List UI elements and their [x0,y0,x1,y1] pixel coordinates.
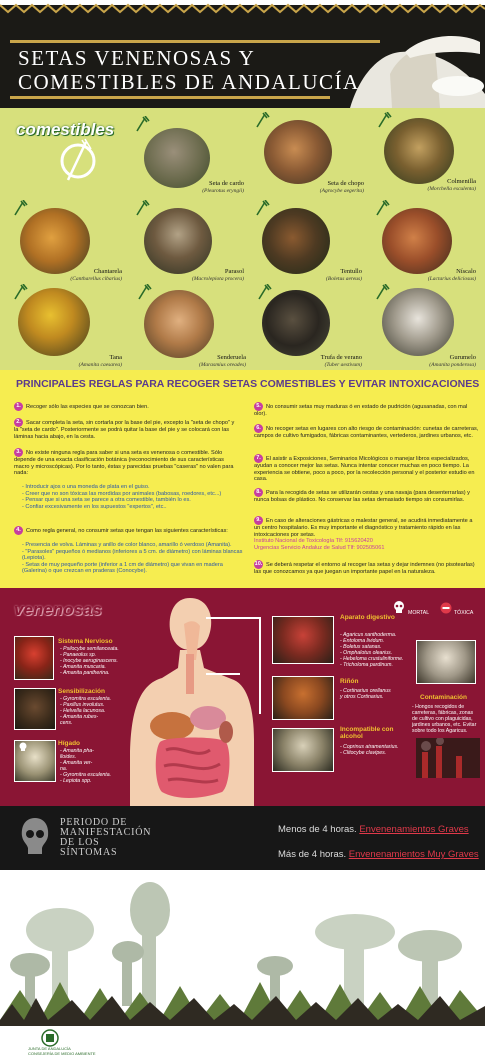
mushroom-label-tana: Tana (Amanita caesarea) [78,354,122,368]
factory-pollution-illustration [416,738,480,778]
arrows-illustration [200,614,270,724]
mushroom-photo-tentullo [262,208,330,274]
rule-3: 3. No existe ninguna regla para saber si una seta es venenosa o comestible. Sólo depende de una exacta clasificación botánica (reconocimiento de sus características macro y microscópicas). Por lo tanto, éstas y parecidas pruebas "caseras" no valen para nada: [14,449,234,477]
mushroom-label-colmenilla: Colmenilla (Morchella esculenta) [427,178,476,192]
digestivo-list: - Agaricus xanthoderma. - Entoloma lividum. - Boletus satanas. - Omphalotus olearius. - Hebeloma crustuliniforme. - Tricholoma pardinum. [340,632,404,668]
fork-icon [254,112,270,128]
sensibilizacion-list: - Gyromitra esculenta. - Paxillus involutus. - Helvella lacunosa. - Amanita rubes- cens. [60,696,112,726]
fork-icon [134,116,150,132]
junta-andalucia-text: JUNTA DE ANDALUCÍA CONSEJERÍA DE MEDIO AMBIENTE [28,1046,96,1056]
rule-6: 6. No recoger setas en lugares con alto riesgo de contaminación: cunetas de carreteras, campos de cultivo fumigados, fábricas contaminantes, vertederos, jardines urbanos, etc. [254,425,479,439]
mushroom-label-parasol: Parasol (Macrolepiota procera) [192,268,244,282]
mushroom-photo-tana [18,288,90,356]
mushroom-silhouette-illustration [330,14,485,108]
photo-alcohol [272,728,334,772]
rule-7: 7. El asistir a Exposiciones, Seminarios Micológicos o manejar libros especializados, ayudan a conocer mejor las setas. Nunca intentar conocer muchas en poco tiempo. La experiencia se obtiene, poco a poco, por la recolección personal y el posterior estudio en casa. [254,455,475,483]
fork-icon [136,284,152,300]
rule-9: 9. En caso de alteraciones gástricas o malestar general, se acudirá inmediatamente a un centro hospitalario. Es muy importante el diagnóstico y tratamiento rápido en las intoxicaciones por setas. Instituto Nacional de Toxicología Tlf: 915620420 Urgencias Servicio Andaluz de Salud Tlf: 902505061 [254,516,479,551]
photo-nervioso [14,636,54,680]
contaminacion-text: - Hongos recogidos de carreteras, fábricas, zonas de cultivo con plaguicidas, jardines urbanos, etc. Evitar sobre todo los Agaricus. [412,704,477,734]
alcohol-list: - Coprinus atramentarius. - Clitocybe clavipes. [340,744,399,756]
photo-digestivo [272,616,334,664]
skull-icon [18,742,28,752]
skull-icon [392,600,406,616]
mushroom-photo-seta-de-cardo [144,128,210,188]
rinon-list: - Cortinarius orellanus y otros Cortinarius. [340,688,391,700]
higado-list: - Amanita pha- lloides. - Amanita ver- na. - Gyromitra esculenta. - Lepiota spp. [60,748,112,784]
header-zigzag-border [0,0,485,14]
contaminacion-title: Contaminación [420,694,467,701]
mushroom-label-niscalo: Níscalo (Lactarius deliciosus) [427,268,476,282]
mushroom-label-trufa-de-verano: Trufa de verano (Tuber aestivum) [320,354,362,368]
toxicology-phone: Instituto Nacional de Toxicología Tlf: 915620420 [254,538,373,545]
photo-sensibilizacion [14,688,56,730]
periodo-title: PERIODO DE MANIFESTACIÓN DE LOS SÍNTOMAS [60,817,152,858]
mushroom-photo-colmenilla [384,118,454,184]
rule-3-bullets: - Introducir ajos o una moneda de plata en el guiso. - Creer que no son tóxicas las mordidas por animales (babosas, roedores, etc...) - Pensar que si una seta se parece a otra comestible, también lo es. - Confiar excesivamente en los supuestos "expertos", etc.. [22,484,222,510]
mushroom-photo-niscalo [382,208,452,274]
rule-5: 5. No consumir setas muy maduras ó en estado de pudrición (agusanadas, con mal olor). [254,403,468,417]
fork-icon [254,200,270,216]
fork-icon [12,200,28,216]
page-title-line2: COMESTIBLES DE ANDALUCÍA [18,70,360,94]
title-rule-top [10,40,380,43]
fork-icon [12,284,28,300]
mushroom-photo-parasol [144,208,212,274]
emergency-phone: Urgencias Servicio Andaluz de Salud Tlf: 902505061 [254,544,385,551]
rule-10: 10. Se deberá respetar el entorno al recoger las setas y dejar indemnes (no pisotearlas) las que conozcamos ya que juegan un importante papel en la naturaleza. [254,561,475,575]
fork-icon [374,200,390,216]
mushroom-label-seta-de-cardo: Seta de cardo (Pleurotus eryngii) [202,180,244,194]
rinon-title: Riñón [340,678,359,685]
photo-rinon [272,676,334,720]
mushroom-photo-senderuela [144,290,214,358]
plate-fork-icon [60,136,96,186]
mushroom-photo-seta-de-chopo [264,120,332,184]
rules-title: PRINCIPALES REGLAS PARA RECOGER SETAS COMESTIBLES Y EVITAR INTOXICACIONES [16,378,480,390]
mushroom-label-senderuela: Senderuela (Marasmius oreades) [199,354,246,368]
mushroom-label-chantarela: Chantarela (Cantharellus cibarius) [70,268,122,282]
rule-4-bullets: - Presencia de volva. Láminas y anillo de color blanco, amarillo ó verdoso (Amanita). - "Parasoles" pequeños ó medianos (inferiores a 5 cm. de diámetro) con láminas blancas (Lepiota). - Setas de muy pequeño porte (inferior a 1 cm de diámetro) que vivan en madera (Galerina) o que crezcan en praderas (Conocybe). [22,542,243,575]
rule-8: 8. Para la recogida de setas se utilizarán cestas y una navaja (para desenterrarlas) y nunca bolsas de plástico. No conservar las setas demasiado tiempo sin consumirlas. [254,489,470,503]
mas-4-horas: Más de 4 horas. Envenenamientos Muy Graves [278,849,479,860]
legend-toxica: TÓXICA [454,610,474,616]
nervioso-list: - Psilocybe semilanceata. - Panaeolus sp. - Inocybe aeruginascens. - Amanita muscaria. - Amanita pantherina. [60,646,119,676]
rule-4: 4. Como regla general, no consumir setas que tengan las siguientes características: [14,526,239,535]
menos-4-horas: Menos de 4 horas. Envenenamientos Graves [278,824,469,835]
higado-title: Hígado [58,740,81,747]
comestibles-tag: comestibles [16,120,115,139]
sensibilizacion-title: Sensibilización [58,688,105,695]
fork-icon [374,284,390,300]
title-rule-bottom [10,96,330,99]
digestivo-title: Aparato digestivo [340,614,395,621]
mushroom-photo-trufa-de-verano [262,290,330,356]
mushroom-photo-gurumelo [382,288,454,356]
rule-1: 1. Recoger sólo las especies que se conozcan bien. [14,402,239,411]
no-entry-icon [440,602,452,614]
skull-icon [20,816,50,856]
mushroom-label-seta-de-chopo: Seta de chopo (Agrocybe aegerita) [319,180,364,194]
fork-icon [134,200,150,216]
photo-agaricus [416,640,476,684]
nervioso-title: Sistema Nervioso [58,638,113,645]
alcohol-title: Incompatible con alcohol [340,726,394,740]
header-banner [0,0,485,108]
mushroom-photo-chantarela [20,208,90,274]
legend-mortal: MORTAL [408,610,430,616]
page-title-line1: SETAS VENENOSAS Y [18,46,256,70]
mushroom-label-gurumelo: Gurumelo (Amanita ponderosa) [429,354,476,368]
fork-icon [376,112,392,128]
venenosas-tag: venenosas [14,600,102,619]
rule-2: 2. Sacar completa la seta, sin cortarla por la base del pie, excepto la "seta de chopo" y la "seta de cardo". Posteriormente se podrá quitar la base del pie y se colocará con las láminas hacia abajo, en la cesta. [14,419,235,440]
mushroom-label-tentullo: Tentullo (Boletus aereus) [326,268,362,282]
fork-icon [256,284,272,300]
